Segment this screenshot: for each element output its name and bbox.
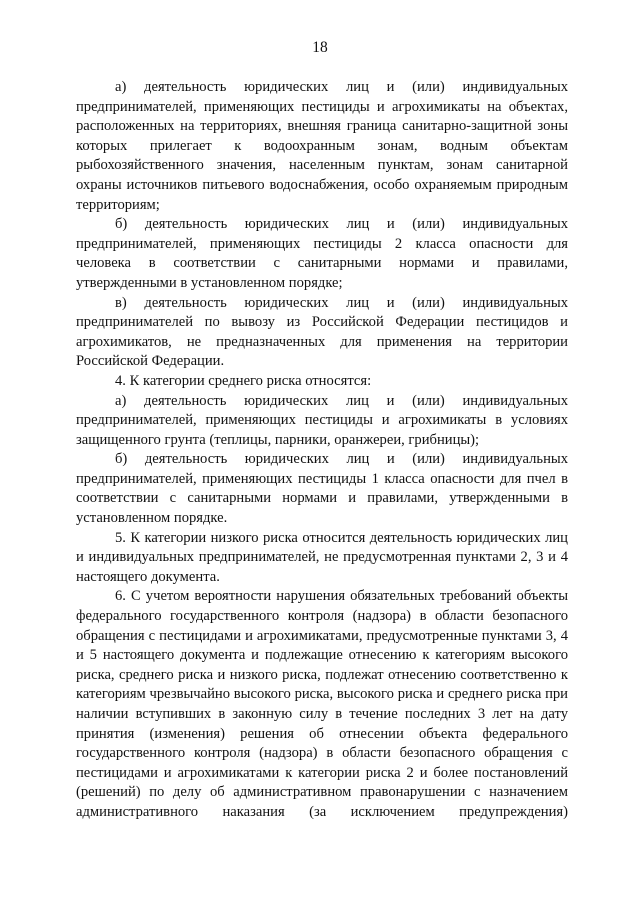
- paragraph-4a: а) деятельность юридических лиц и (или) индивидуальных предпринимателей, применяющих пестициды и агрохимикаты в условиях защищенного грунта (теплицы, парники, оранжереи, грибницы);: [76, 392, 568, 448]
- paragraph-4-heading: 4. К категории среднего риска относятся:: [115, 372, 372, 389]
- document-body: [76, 78, 568, 823]
- paragraph-3b: б) деятельность юридических лиц и (или) индивидуальных предпринимателей, применяющих пестициды 2 класса опасности для человека в соответствии с санитарными нормами и правилами, утвержденными в установленном порядке;: [76, 216, 568, 291]
- page-number: 18: [312, 39, 328, 56]
- paragraph-3a: а) деятельность юридических лиц и (или) индивидуальных предпринимателей, применяющих пестициды и агрохимикаты на объектах, расположенных на территориях, внешняя граница санитарно-защитной зоны которых прилегает к водоохранным зонам, водным объектам рыбохозяйственного значения, населенным пунктам, зонам санитарной охраны источников питьевого водоснабжения, особо охраняемым природным территориям;: [76, 79, 568, 213]
- paragraph-3c: в) деятельность юридических лиц и (или) индивидуальных предпринимателей по вывозу из Российской Федерации пестицидов и агрохимикатов, не предназначенных для применения на территории Российской Федерации.: [76, 294, 568, 370]
- paragraph-5: 5. К категории низкого риска относится деятельность юридических лиц и индивидуальных предпринимателей, не предусмотренная пунктами 2, 3 и 4 настоящего документа.: [76, 529, 568, 585]
- paragraph-6: 6. С учетом вероятности нарушения обязательных требований объекты федерального государственного контроля (надзора) в области безопасного обращения с пестицидами и агрохимикатами, предусмотренные пунктами 3, 4 и 5 настоящего документа и подлежащие отнесению к категориям высокого риска, среднего риска и низкого риска, подлежат отнесению соответственно к категориям чрезвычайно высокого риска, высокого риска и среднего риска при наличии вступивших в законную силу в течение последних 3 лет на дату принятия (изменения) решения об отнесении объекта федерального государственного контроля (надзора) в области безопасного обращения с пестицидами и агрохимикатами к категории риска 2 и более постановлений (решений) по делу об административном правонарушении с назначением административного наказания (за исключением предупреждения): [76, 588, 568, 820]
- paragraph-4b: б) деятельность юридических лиц и (или) индивидуальных предпринимателей, применяющих пестициды 1 класса опасности для пчел в соответствии с санитарными нормами и правилами, утвержденными в установленном порядке.: [76, 451, 568, 527]
